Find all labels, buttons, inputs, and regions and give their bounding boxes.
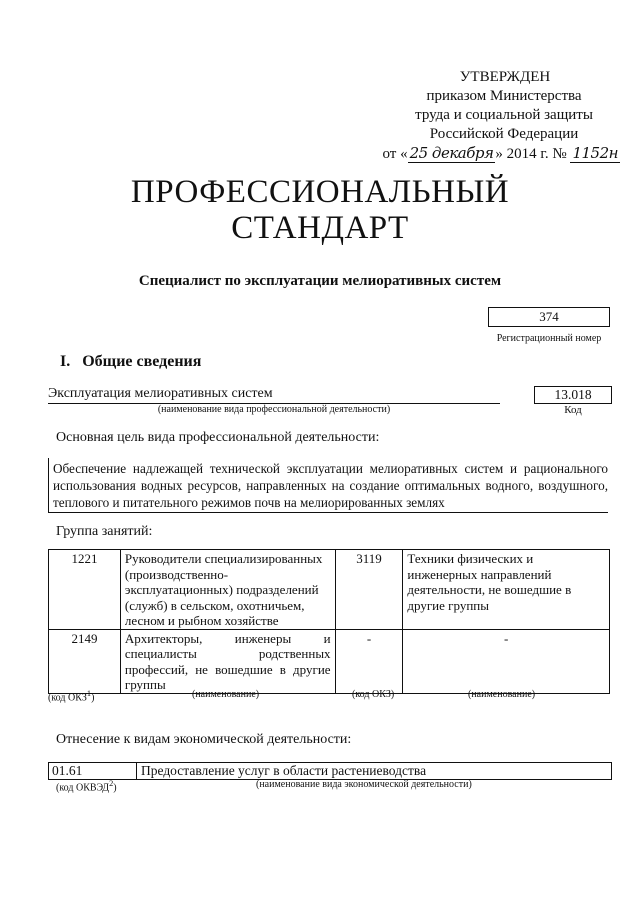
document-title-line-2: СТАНДАРТ (231, 210, 409, 246)
okved-code-caption (56, 779, 117, 793)
registration-number-box (488, 307, 610, 327)
registration-number: 374 (539, 309, 559, 324)
section-number: I. (60, 353, 71, 370)
caption-text: (код ОКЗ (48, 692, 87, 704)
purpose-text-box (48, 458, 608, 513)
approval-date-line (370, 144, 620, 164)
okz-name-cell: - (403, 629, 610, 693)
date-mid: » 2014 г. № (495, 146, 567, 162)
section-heading (60, 353, 201, 371)
activity-code: 13.018 (554, 387, 592, 402)
approval-block (370, 68, 620, 164)
okz-name-caption: (наименование) (192, 689, 260, 700)
activity-name: Эксплуатация мелиоративных систем (48, 386, 500, 404)
approval-line-2: труда и социальной защиты (415, 107, 593, 123)
okved-code: 01.61 (49, 763, 137, 779)
okved-row (48, 762, 612, 780)
document-title-line-1: ПРОФЕССИОНАЛЬНЫЙ (130, 174, 510, 210)
table-row (49, 550, 610, 630)
purpose-label: Основная цель вида профессиональной деятельности: (56, 430, 380, 445)
approval-line-3: Российской Федерации (429, 126, 579, 142)
standard-name: Специалист по эксплуатации мелиоративных систем (138, 273, 502, 289)
date-prefix: от « (382, 146, 408, 162)
approval-line-1: приказом Министерства (426, 88, 582, 104)
handwritten-date: 25 декабря (409, 144, 494, 162)
caption-text: ) (91, 692, 95, 704)
caption-text: ) (113, 782, 117, 794)
section-title: Общие сведения (82, 353, 202, 370)
okz-name-caption-2: (наименование) (468, 689, 536, 700)
economic-label: Отнесение к видам экономической деятельности: (56, 732, 352, 747)
approval-title: УТВЕРЖДЕН (459, 69, 551, 85)
okz-code-cell: 2149 (49, 629, 121, 693)
handwritten-order-number: 1152н (572, 144, 618, 162)
okz-code-caption (48, 689, 94, 703)
footnote-mark: 1 (86, 689, 92, 698)
activity-code-box (534, 386, 612, 404)
registration-label: Регистрационный номер (496, 333, 602, 344)
okz-code-cell: 1221 (49, 550, 121, 630)
okz-code-cell: - (335, 629, 403, 693)
purpose-text: Обеспечение надлежащей технической эксплуатации мелиоративных систем и рационального использования водных ресурсов, направленных на создание оптимальных водного, воздушного, теплового и питательного режимов почв на мелиорированных землях (53, 461, 608, 510)
okz-name-cell: Архитекторы, инженеры и специалисты родственных профессий, не вошедшие в другие группы (120, 629, 335, 693)
okved-name: Предоставление услуг в области растениеводства (141, 763, 427, 778)
okz-name-cell: Руководители специализированных (производственно-эксплуатационных) подразделений (служб) в сельском, охотничьем, лесном и рыбном хозяйстве (120, 550, 335, 630)
okved-name-caption: (наименование вида экономической деятельности) (256, 779, 472, 790)
groups-label: Группа занятий: (56, 524, 153, 539)
activity-name-caption: (наименование вида профессиональной деятельности) (157, 404, 391, 415)
table-row (49, 629, 610, 693)
footnote-mark: 2 (109, 779, 114, 788)
occupation-groups-table (48, 549, 610, 694)
caption-text: (код ОКВЭД (56, 782, 110, 794)
activity-code-caption: Код (564, 404, 582, 416)
okz-code-caption-2: (код ОКЗ) (352, 689, 395, 700)
okz-code-cell: 3119 (335, 550, 403, 630)
okz-name-cell: Техники физических и инженерных направлений деятельности, не вошедшие в другие группы (403, 550, 610, 630)
